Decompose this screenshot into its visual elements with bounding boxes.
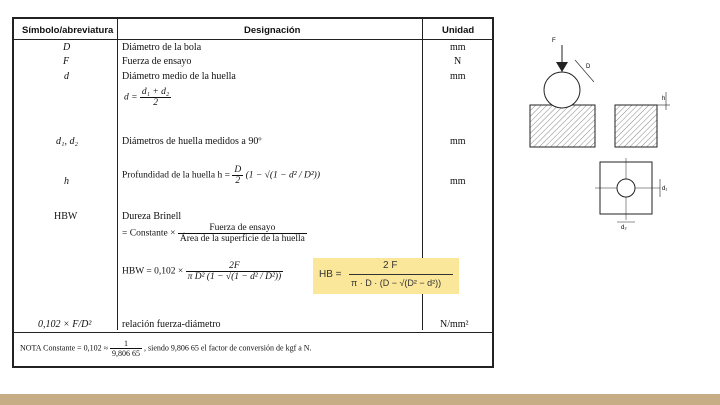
force-arrowhead <box>556 62 568 72</box>
header-symbol: Símbolo/abreviatura <box>22 25 114 36</box>
symbol-d1-d2: d₁, d₂ <box>56 136 78 147</box>
designation-F: Fuerza de ensayo <box>122 56 192 67</box>
symbol-F: F <box>63 56 70 67</box>
designation-ratio: relación fuerza-diámetro <box>122 319 221 330</box>
designation-d1-d2: Diámetros de huella medidos a 90º <box>122 136 262 147</box>
label-d1: d₁ <box>662 186 668 192</box>
formula-h-fraction <box>232 165 243 186</box>
constante-fraction <box>178 223 307 244</box>
formula-d-den: 2 <box>153 98 158 108</box>
formula-constante <box>122 223 307 244</box>
symbol-HBW: HBW <box>54 211 78 222</box>
designation-h: Profundidad de la huella h = <box>122 170 230 181</box>
header-designation: Designación <box>244 25 301 36</box>
col-divider-1 <box>117 19 118 330</box>
note-frac-den: 9,806 65 <box>112 349 141 358</box>
note-prefix: NOTA Constante = 0,102 ≈ <box>20 343 109 353</box>
label-D: D <box>586 64 591 70</box>
constante-den: Área de la superficie de la huella <box>179 234 305 244</box>
symbol-h: h <box>64 176 69 187</box>
formula-h-num: D <box>234 165 242 175</box>
note-frac-num: 1 <box>110 339 142 349</box>
brinell-table <box>12 17 494 368</box>
hbw-num: 2F <box>186 261 284 272</box>
note <box>20 339 312 358</box>
formula-hbw <box>122 261 283 282</box>
formula-d-num: d₁ + d₂ <box>141 87 170 97</box>
hb-formula-highlight <box>313 258 459 294</box>
formula-d-lhs: d = <box>124 92 138 103</box>
unit-d: mm <box>450 71 466 82</box>
label-d2: d₂ <box>621 225 627 230</box>
ball-indenter <box>544 72 580 108</box>
specimen-block <box>530 105 595 147</box>
dim-D <box>575 60 594 82</box>
constante-lhs: = Constante × <box>122 228 176 239</box>
hb-num: 2 F <box>383 260 398 271</box>
formula-d <box>124 87 171 108</box>
hb-fraction-bar <box>349 274 453 275</box>
symbol-D: D <box>63 42 71 53</box>
unit-D: mm <box>450 42 466 53</box>
designation-D: Diámetro de la bola <box>122 42 202 53</box>
unit-F: N <box>454 56 462 67</box>
unit-ratio: N/mm² <box>440 319 469 330</box>
constante-num: Fuerza de ensayo <box>178 223 307 234</box>
hb-den: π · D · (D − √(D² − d²)) <box>351 278 442 288</box>
formula-d-fraction <box>140 87 171 108</box>
brinell-diagram <box>520 30 690 230</box>
label-F: F <box>552 38 556 44</box>
note-fraction <box>110 339 142 358</box>
designation-HBW: Dureza Brinell <box>122 211 182 222</box>
footer-bar <box>0 394 720 405</box>
indentation <box>617 179 635 197</box>
header-divider <box>14 39 492 40</box>
formula-h <box>122 165 320 186</box>
label-h: h <box>662 96 666 102</box>
formula-h-rest: (1 − √(1 − d² / D²)) <box>245 170 320 181</box>
note-suffix: , siendo 9,806 65 el factor de conversión de kgf a N. <box>144 343 312 353</box>
note-divider <box>14 332 492 333</box>
unit-d1-d2: mm <box>450 136 466 147</box>
unit-h: mm <box>450 176 466 187</box>
hbw-fraction <box>186 261 284 282</box>
specimen-block-2 <box>615 105 657 147</box>
header-unit: Unidad <box>442 25 475 36</box>
hb-lhs: HB = <box>319 269 342 280</box>
formula-h-den: 2 <box>235 176 241 186</box>
hbw-lhs: HBW = 0,102 × <box>122 266 184 277</box>
designation-d: Diámetro medio de la huella <box>122 71 236 82</box>
hbw-den: π D² (1 − √(1 − d² / D²)) <box>187 272 282 282</box>
symbol-ratio: 0,102 × F/D² <box>38 319 92 330</box>
symbol-d: d <box>64 71 69 82</box>
